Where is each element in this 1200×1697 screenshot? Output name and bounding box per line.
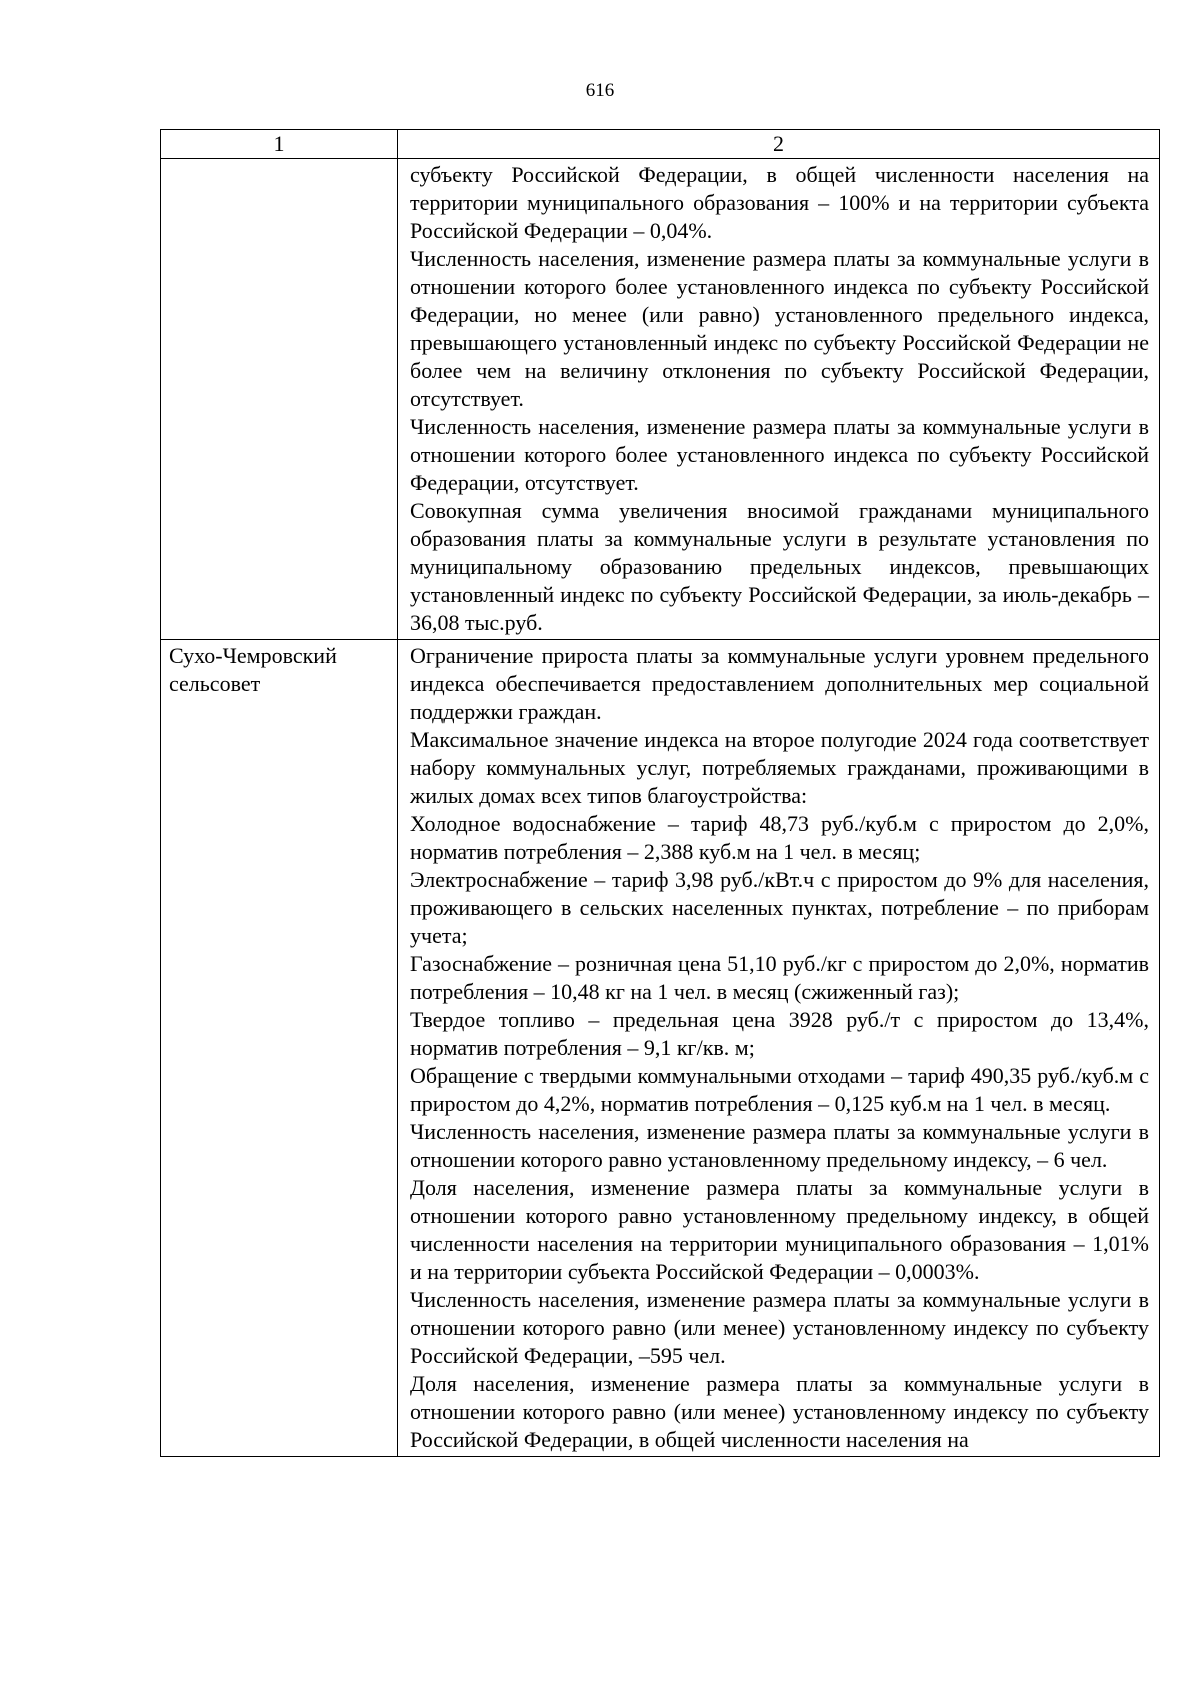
description-cell bbox=[398, 640, 1160, 1457]
paragraph: Ограничение прироста платы за коммунальные услуги уровнем предельного индекса обеспечивается предоставлением дополнительных мер социальной поддержки граждан. bbox=[410, 643, 1149, 724]
paragraph: субъекту Российской Федерации, в общей численности населения на территории муниципального образования – 100% и на территории субъекта Российской Федерации – 0,04%. bbox=[410, 162, 1149, 243]
paragraph: Численность населения, изменение размера платы за коммунальные услуги в отношении которого более установленного индекса по субъекту Российской Федерации, отсутствует. bbox=[410, 414, 1149, 495]
paragraph: Максимальное значение индекса на второе полугодие 2024 года соответствует набору коммунальных услуг, потребляемых гражданами, проживающими в жилых домах всех типов благоустройства: bbox=[410, 727, 1149, 808]
paragraph: Холодное водоснабжение – тариф 48,73 руб./куб.м с приростом до 2,0%, норматив потребления – 2,388 куб.м на 1 чел. в месяц; bbox=[410, 811, 1149, 864]
column-header-2: 2 bbox=[398, 130, 1160, 159]
paragraph: Численность населения, изменение размера платы за коммунальные услуги в отношении которого равно установленному предельному индексу, – 6 чел. bbox=[410, 1119, 1149, 1172]
paragraph: Совокупная сумма увеличения вносимой гражданами муниципального образования платы за коммунальные услуги в результате установления по муниципальному образованию предельных индексов, превышающих установленный индекс по субъекту Российской Федерации, за июль-декабрь – 36,08 тыс.руб. bbox=[410, 498, 1149, 635]
paragraph: Твердое топливо – предельная цена 3928 руб./т с приростом до 13,4%, норматив потребления – 9,1 кг/кв. м; bbox=[410, 1007, 1149, 1060]
document-table bbox=[160, 129, 1160, 1457]
paragraph: Газоснабжение – розничная цена 51,10 руб./кг с приростом до 2,0%, норматив потребления – 10,48 кг на 1 чел. в месяц (сжиженный газ); bbox=[410, 951, 1149, 1004]
page-number: 616 bbox=[585, 80, 615, 101]
paragraph: Электроснабжение – тариф 3,98 руб./кВт.ч с приростом до 9% для населения, проживающего в сельских населенных пунктах, потребление – по приборам учета; bbox=[410, 867, 1149, 948]
description-cell bbox=[398, 159, 1160, 640]
paragraph: Численность населения, изменение размера платы за коммунальные услуги в отношении которого равно (или менее) установленному индексу по субъекту Российской Федерации, –595 чел. bbox=[410, 1287, 1149, 1368]
municipality-name bbox=[161, 159, 398, 640]
municipality-name: Сухо-Чемровский сельсовет bbox=[161, 640, 398, 1457]
table-row bbox=[161, 640, 1160, 1457]
paragraph: Доля населения, изменение размера платы за коммунальные услуги в отношении которого равно (или менее) установленному индексу по субъекту Российской Федерации, в общей численности населения на bbox=[410, 1371, 1149, 1452]
column-header-1: 1 bbox=[161, 130, 398, 159]
paragraph: Доля населения, изменение размера платы за коммунальные услуги в отношении которого равно установленному предельному индексу, в общей численности населения на территории муниципального образования – 1,01% и на территории субъекта Российской Федерации – 0,0003%. bbox=[410, 1175, 1149, 1284]
table-header-row bbox=[161, 130, 1160, 159]
paragraph: Обращение с твердыми коммунальными отходами – тариф 490,35 руб./куб.м с приростом до 4,2%, норматив потребления – 0,125 куб.м на 1 чел. в месяц. bbox=[410, 1063, 1149, 1116]
table-row bbox=[161, 159, 1160, 640]
paragraph: Численность населения, изменение размера платы за коммунальные услуги в отношении которого более установленного индекса по субъекту Российской Федерации, но менее (или равно) установленного предельного индекса, превышающего установленный индекс по субъекту Российской Федерации не более чем на величину отклонения по субъекту Российской Федерации, отсутствует. bbox=[410, 246, 1149, 411]
